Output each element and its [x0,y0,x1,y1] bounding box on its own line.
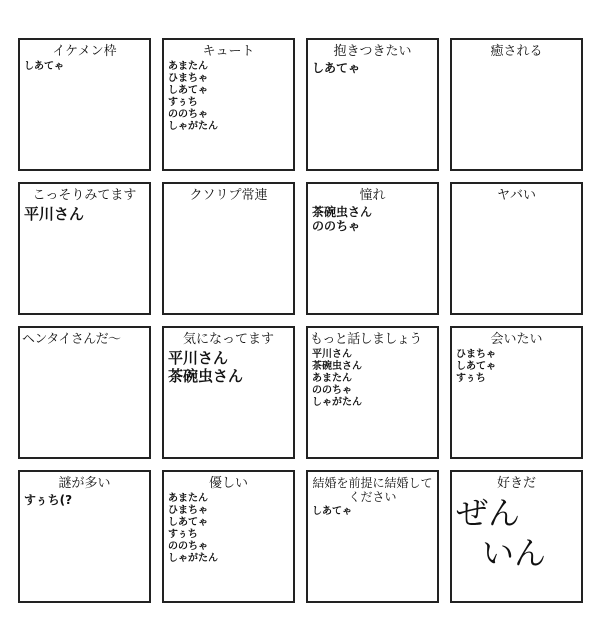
category-cell-reply-regular [162,182,295,315]
name-entry: いん [482,534,547,572]
name-list [24,205,149,223]
category-title: 好きだ [496,476,536,491]
name-list [24,493,149,507]
category-cell-healing [450,38,583,171]
category-cell-love [450,470,583,603]
category-title: ヘンタイさんだ～ [22,332,121,347]
name-list [24,61,149,73]
category-cell-kind [162,470,295,603]
name-entry: 茶碗虫さん [312,205,373,219]
category-title: 優しい [208,476,248,491]
name-entry: あまたん [168,493,208,504]
name-list [312,506,437,518]
category-title: 謎が多い [58,476,111,491]
name-entry: しゃがたん [312,397,362,408]
name-list [456,493,581,573]
name-entry: ぜん [456,494,521,532]
category-cell-want-to-meet [450,326,583,459]
category-cell-ikemen [18,38,151,171]
name-entry: すぅち [168,97,198,108]
name-entry: しあてゃ [168,517,208,528]
category-title: もっと話しましょう [310,332,422,347]
category-title: 会いたい [490,332,543,347]
category-title: こっそりみてます [32,188,137,203]
name-list [168,493,293,565]
category-title: 結婚を前提に結婚してください [312,476,433,504]
name-entry: あまたん [168,61,208,72]
category-title: 癒される [490,44,543,59]
name-list [456,349,581,385]
name-entry: ののちゃ [168,541,208,552]
name-entry: しあてゃ [168,85,208,96]
name-entry: しあてゃ [456,361,496,372]
name-entry: 茶碗虫さん [168,367,244,385]
name-list [312,205,437,233]
category-title: 気になってます [182,332,274,347]
name-entry: しあてゃ [312,61,361,75]
name-entry: あまたん [312,373,352,384]
name-entry: すぅち(? [24,493,73,507]
name-list [168,61,293,133]
category-cell-want-to-hug [306,38,439,171]
category-cell-curious [162,326,295,459]
name-entry: ひまちゃ [168,73,208,84]
name-list [312,61,437,75]
category-cell-secretly-watching [18,182,151,315]
category-cell-cute [162,38,295,171]
category-cell-mysterious [18,470,151,603]
category-title: 抱きつきたい [333,44,412,59]
name-entry: ののちゃ [168,109,208,120]
name-entry: 平川さん [312,349,352,360]
name-list [312,349,437,409]
name-entry: しゃがたん [168,121,218,132]
name-list [168,349,293,385]
name-entry: 茶碗虫さん [312,361,362,372]
name-entry: 平川さん [168,349,229,367]
name-entry: しゃがたん [168,553,218,564]
category-title: キュート [202,44,255,59]
name-entry: すぅち [168,529,198,540]
name-entry: しあてゃ [312,506,352,517]
name-entry: ののちゃ [312,385,352,396]
category-cell-talk-more [306,326,439,459]
name-entry: すぅち [456,373,486,384]
category-title: クソリプ常連 [189,188,268,203]
name-entry: しあてゃ [24,61,64,72]
category-cell-marriage [306,470,439,603]
category-cell-yabai [450,182,583,315]
category-title: イケメン枠 [52,44,117,59]
name-entry: ののちゃ [312,219,361,233]
category-title: ヤバい [496,188,536,203]
category-cell-hentai [18,326,151,459]
name-entry: 平川さん [24,205,85,223]
name-entry: ひまちゃ [168,505,208,516]
category-cell-admire [306,182,439,315]
friend-category-grid [18,38,583,603]
category-title: 憧れ [359,188,386,203]
name-entry: ひまちゃ [456,349,496,360]
